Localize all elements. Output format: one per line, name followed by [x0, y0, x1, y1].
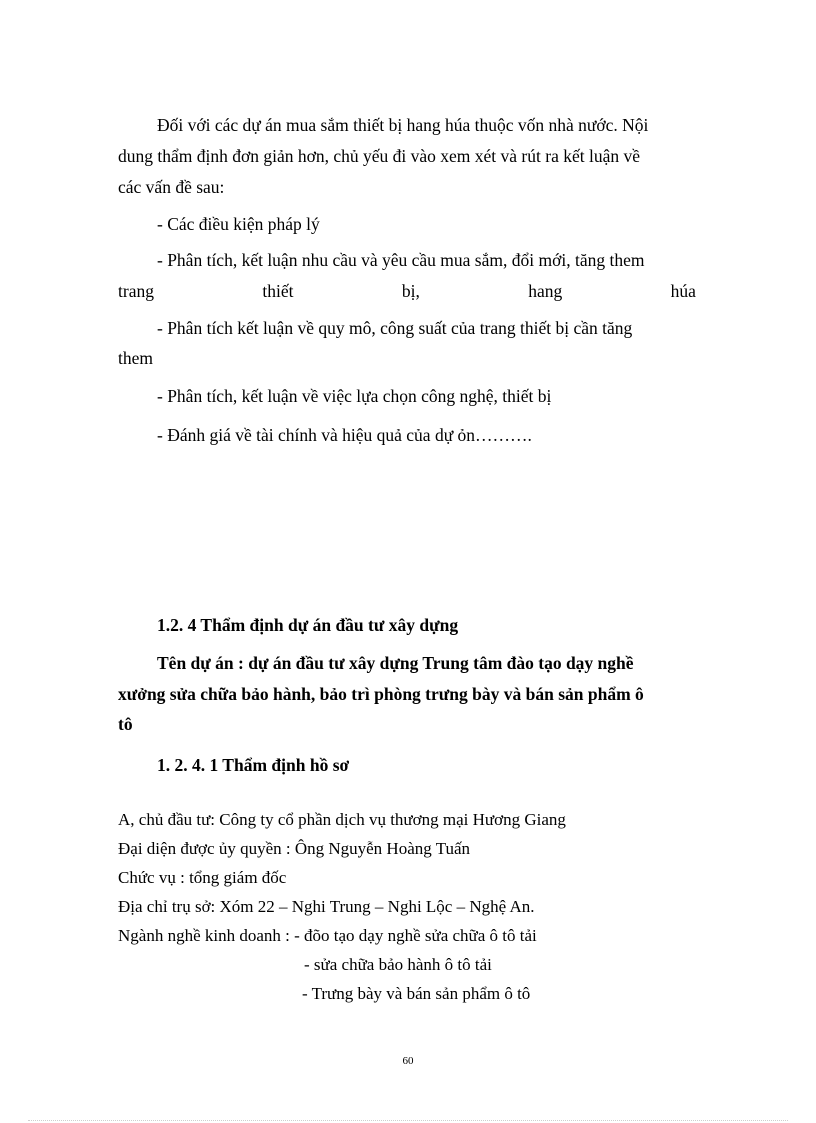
list-item: - Các điều kiện pháp lý — [157, 214, 320, 234]
subsection-heading: 1. 2. 4. 1 Thẩm định hồ sơ — [157, 755, 350, 775]
project-title-line: tô — [118, 714, 133, 734]
info-line: Địa chỉ trụ sở: Xóm 22 – Nghi Trung – Nghi Lộc – Nghệ An. — [118, 897, 535, 916]
paragraph-line: các vấn đề sau: — [118, 177, 225, 197]
info-line: - sửa chữa bảo hành ô tô tải — [304, 955, 492, 974]
word: hang — [528, 281, 563, 301]
list-item: - Phân tích, kết luận nhu cầu và yêu cầu mua sắm, đổi mới, tăng them — [157, 250, 645, 270]
word: bị, — [401, 281, 420, 301]
info-line: A, chủ đầu tư: Công ty cổ phần dịch vụ thương mại Hương Giang — [118, 810, 566, 829]
list-item: - Phân tích, kết luận về việc lựa chọn công nghệ, thiết bị — [157, 386, 552, 406]
info-line: Ngành nghề kinh doanh : - đõo tạo dạy nghề sửa chữa ô tô tải — [118, 926, 537, 945]
justified-line — [118, 280, 696, 302]
section-heading: 1.2. 4 Thẩm định dự án đầu tư xây dựng — [157, 615, 459, 635]
paragraph-line: Đối với các dự án mua sắm thiết bị hang húa thuộc vốn nhà nước. Nội — [157, 115, 649, 135]
word: húa — [670, 281, 696, 301]
info-line: Đại diện được ủy quyền : Ông Nguyễn Hoàng Tuấn — [118, 839, 471, 858]
page-bottom-rule — [28, 1120, 788, 1121]
project-title-line: Tên dự án : dự án đầu tư xây dựng Trung tâm đào tạo dạy nghề — [157, 653, 634, 673]
info-line: Chức vụ : tổng giám đốc — [118, 868, 287, 887]
list-item: - Phân tích kết luận về quy mô, công suất của trang thiết bị cần tăng — [157, 318, 633, 338]
word: thiết — [262, 281, 294, 301]
word: trang — [118, 281, 154, 301]
list-item-continuation: them — [118, 348, 153, 368]
paragraph-line: dung thẩm định đơn giản hơn, chủ yếu đi vào xem xét và rút ra kết luận về — [118, 146, 640, 166]
page-number: 60 — [402, 1055, 414, 1067]
list-item: - Đánh giá về tài chính và hiệu quả của dự ỏn………. — [157, 425, 532, 445]
info-line: - Trưng bày và bán sản phẩm ô tô — [302, 984, 531, 1003]
project-title-line: xưởng sửa chữa bảo hành, bảo trì phòng trưng bày và bán sản phẩm ô — [118, 684, 644, 704]
